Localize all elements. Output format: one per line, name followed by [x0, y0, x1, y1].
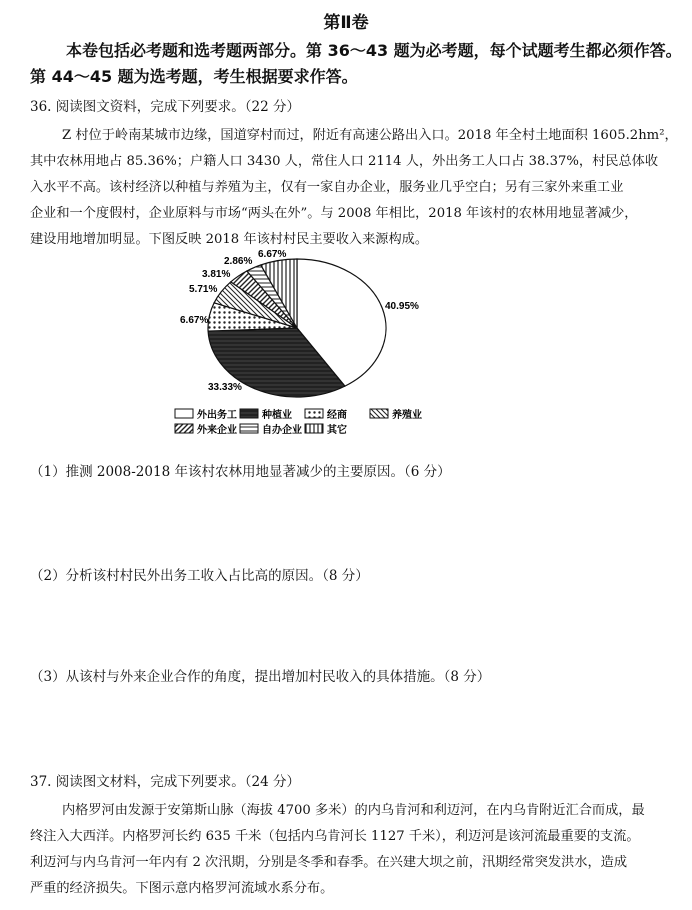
legend-label-2: 经商: [327, 410, 347, 421]
q36-subquestion-1: （1）推测 2008-2018 年该村农林用地显著减少的主要原因。（6 分）: [30, 464, 451, 480]
legend-swatch-1: [240, 409, 258, 418]
q36-paragraph-line-1: Z 村位于岭南某城市边缘，国道穿村而过，附近有高速公路出入口。2018 年全村土地面积 1605.2hm²，: [62, 128, 678, 143]
q37-paragraph-line-2: 终注入大西洋。内格罗河长约 635 千米（包括内乌肯河长 1127 千米），利迈河是该河流最重要的支流。: [30, 829, 640, 844]
legend-swatch-0: [175, 409, 193, 418]
q37-paragraph-line-1: 内格罗河由发源于安第斯山脉（海拔 4700 多米）的内乌肯河和利迈河，在内乌肯附近汇合而成，最: [62, 803, 645, 818]
q36-subquestion-2: （2）分析该村村民外出务工收入占比高的原因。（8 分）: [30, 568, 369, 584]
legend-swatch-2: [305, 409, 323, 418]
pie-label-5: 2.86%: [224, 256, 253, 267]
q37-paragraph-line-3: 利迈河与内乌肯河一年内有 2 次汛期，分别是冬季和春季。在兴建大坝之前，汛期经常突发洪水，造成: [30, 855, 628, 870]
q36-paragraph-line-4: 企业和一个度假村，企业原料与市场“两头在外”。与 2008 年相比，2018 年该村的农林用地显著减少，: [30, 206, 638, 221]
q36-subquestion-3: （3）从该村与外来企业合作的角度，提出增加村民收入的具体措施。（8 分）: [30, 669, 491, 685]
pie-label-2: 6.67%: [180, 315, 209, 326]
legend-label-3: 养殖业: [392, 410, 422, 421]
q36-paragraph-line-5: 建设用地增加明显。下图反映 2018 年该村村民主要收入来源构成。: [30, 232, 429, 247]
legend-label-0: 外出务工: [197, 410, 237, 421]
question-36-header: 36. 阅读图文资料，完成下列要求。（22 分）: [30, 99, 300, 115]
income-pie-chart: [172, 245, 442, 440]
q37-paragraph-line-4: 严重的经济损失。下图示意内格罗河流域水系分布。: [30, 881, 334, 896]
intro-line-2: 第 44～45 题为选考题，考生根据要求作答。: [30, 67, 358, 86]
legend-swatch-4: [175, 424, 193, 433]
pie-label-1: 33.33%: [208, 382, 242, 393]
legend-label-4: 外来企业: [197, 425, 237, 436]
legend-label-5: 自办企业: [262, 425, 302, 436]
legend-label-1: 种植业: [262, 410, 292, 421]
question-37-header: 37. 阅读图文材料，完成下列要求。（24 分）: [30, 774, 300, 790]
pie-label-6: 6.67%: [258, 249, 287, 260]
legend-label-6: 其它: [327, 425, 347, 436]
pie-label-4: 3.81%: [202, 269, 231, 280]
intro-line-1: 本卷包括必考题和选考题两部分。第 36～43 题为必考题，每个试题考生都必须作答。: [66, 41, 682, 60]
pie-label-0: 40.95%: [385, 301, 419, 312]
section-title: 第Ⅱ卷: [323, 13, 369, 33]
legend-swatch-6: [305, 424, 323, 433]
legend-swatch-3: [370, 409, 388, 418]
q36-paragraph-line-2: 其中农林用地占 85.36%；户籍人口 3430 人，常住人口 2114 人，外出务工人口占 38.37%，村民总体收: [30, 154, 659, 169]
pie-label-3: 5.71%: [189, 284, 218, 295]
legend-swatch-5: [240, 424, 258, 433]
q36-paragraph-line-3: 入水平不高。该村经济以种植与养殖为主，仅有一家自办企业，服务业几乎空白；另有三家外来重工业: [30, 180, 624, 195]
